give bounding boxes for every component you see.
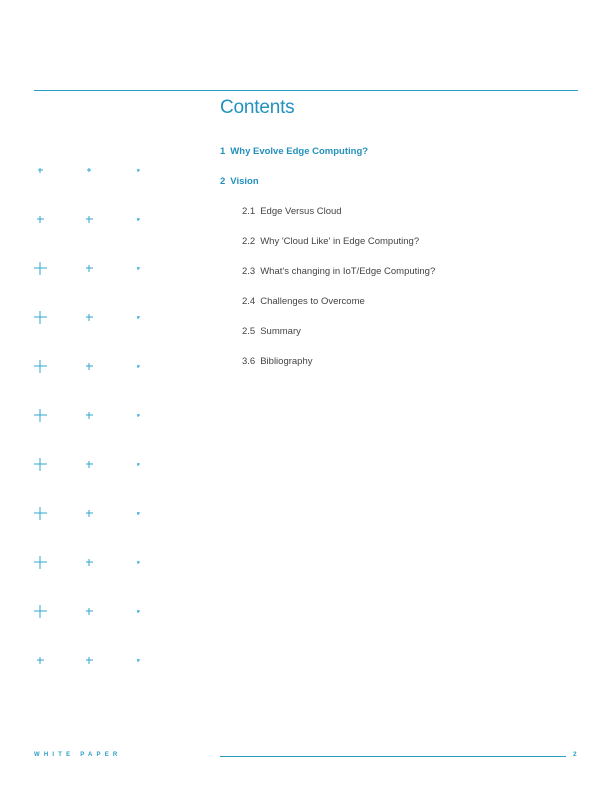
header-divider	[34, 90, 578, 91]
toc-title: Why 'Cloud Like' in Edge Computing?	[260, 236, 420, 247]
toc-number: 2	[220, 176, 226, 187]
cross-mark	[86, 314, 93, 321]
toc-number: 1	[220, 146, 226, 157]
cross-mark	[137, 316, 140, 319]
toc-entry-challenges[interactable]	[242, 296, 365, 307]
toc-number: 3.6	[242, 356, 256, 367]
cross-mark	[86, 608, 93, 615]
cross-mark	[34, 409, 47, 422]
cross-mark	[137, 463, 140, 466]
cross-mark	[34, 556, 47, 569]
toc-entry-vision[interactable]	[220, 176, 259, 187]
cross-mark	[34, 507, 47, 520]
cross-mark	[137, 610, 140, 613]
cross-mark	[86, 510, 93, 517]
cross-mark	[86, 559, 93, 566]
cross-mark	[86, 216, 93, 223]
cross-mark	[137, 659, 140, 662]
cross-mark	[86, 412, 93, 419]
toc-entry-bibliography[interactable]	[242, 356, 313, 367]
cross-mark	[137, 218, 140, 221]
toc-number: 2.2	[242, 236, 256, 247]
page-number: 2	[573, 751, 577, 758]
cross-mark	[34, 458, 47, 471]
toc-title: Why Evolve Edge Computing?	[230, 146, 369, 157]
cross-mark	[34, 311, 47, 324]
footer-divider	[220, 756, 566, 757]
cross-mark	[34, 605, 47, 618]
cross-mark	[86, 265, 93, 272]
cross-mark	[37, 216, 44, 223]
toc-title: Vision	[230, 176, 259, 187]
cross-mark	[137, 561, 140, 564]
toc-number: 2.1	[242, 206, 256, 217]
footer-label: WHITE PAPER	[34, 752, 122, 758]
toc-title: Bibliography	[260, 356, 313, 367]
cross-mark	[87, 168, 91, 172]
cross-mark	[37, 657, 44, 664]
cross-mark	[38, 168, 43, 173]
cross-mark	[86, 657, 93, 664]
cross-mark	[137, 267, 140, 270]
toc-entry-whats-changing[interactable]	[242, 266, 435, 277]
cross-mark	[34, 262, 47, 275]
toc-entry-why-cloud-like[interactable]	[242, 236, 419, 247]
cross-mark	[137, 414, 140, 417]
toc-number: 2.4	[242, 296, 256, 307]
cross-mark	[86, 363, 93, 370]
toc-entry-edge-versus-cloud[interactable]	[242, 206, 342, 217]
toc-entry-summary[interactable]	[242, 326, 301, 337]
toc-title: Summary	[260, 326, 301, 337]
cross-mark	[137, 365, 140, 368]
toc-number: 2.5	[242, 326, 256, 337]
toc-entry-why-evolve[interactable]	[220, 146, 368, 157]
cross-mark	[86, 461, 93, 468]
toc-number: 2.3	[242, 266, 256, 277]
cross-mark	[34, 360, 47, 373]
cross-mark	[137, 169, 140, 172]
page-title: Contents	[220, 97, 295, 118]
toc-title: Edge Versus Cloud	[260, 206, 342, 217]
cross-mark	[137, 512, 140, 515]
toc-title: What's changing in IoT/Edge Computing?	[260, 266, 436, 277]
toc-title: Challenges to Overcome	[260, 296, 365, 307]
